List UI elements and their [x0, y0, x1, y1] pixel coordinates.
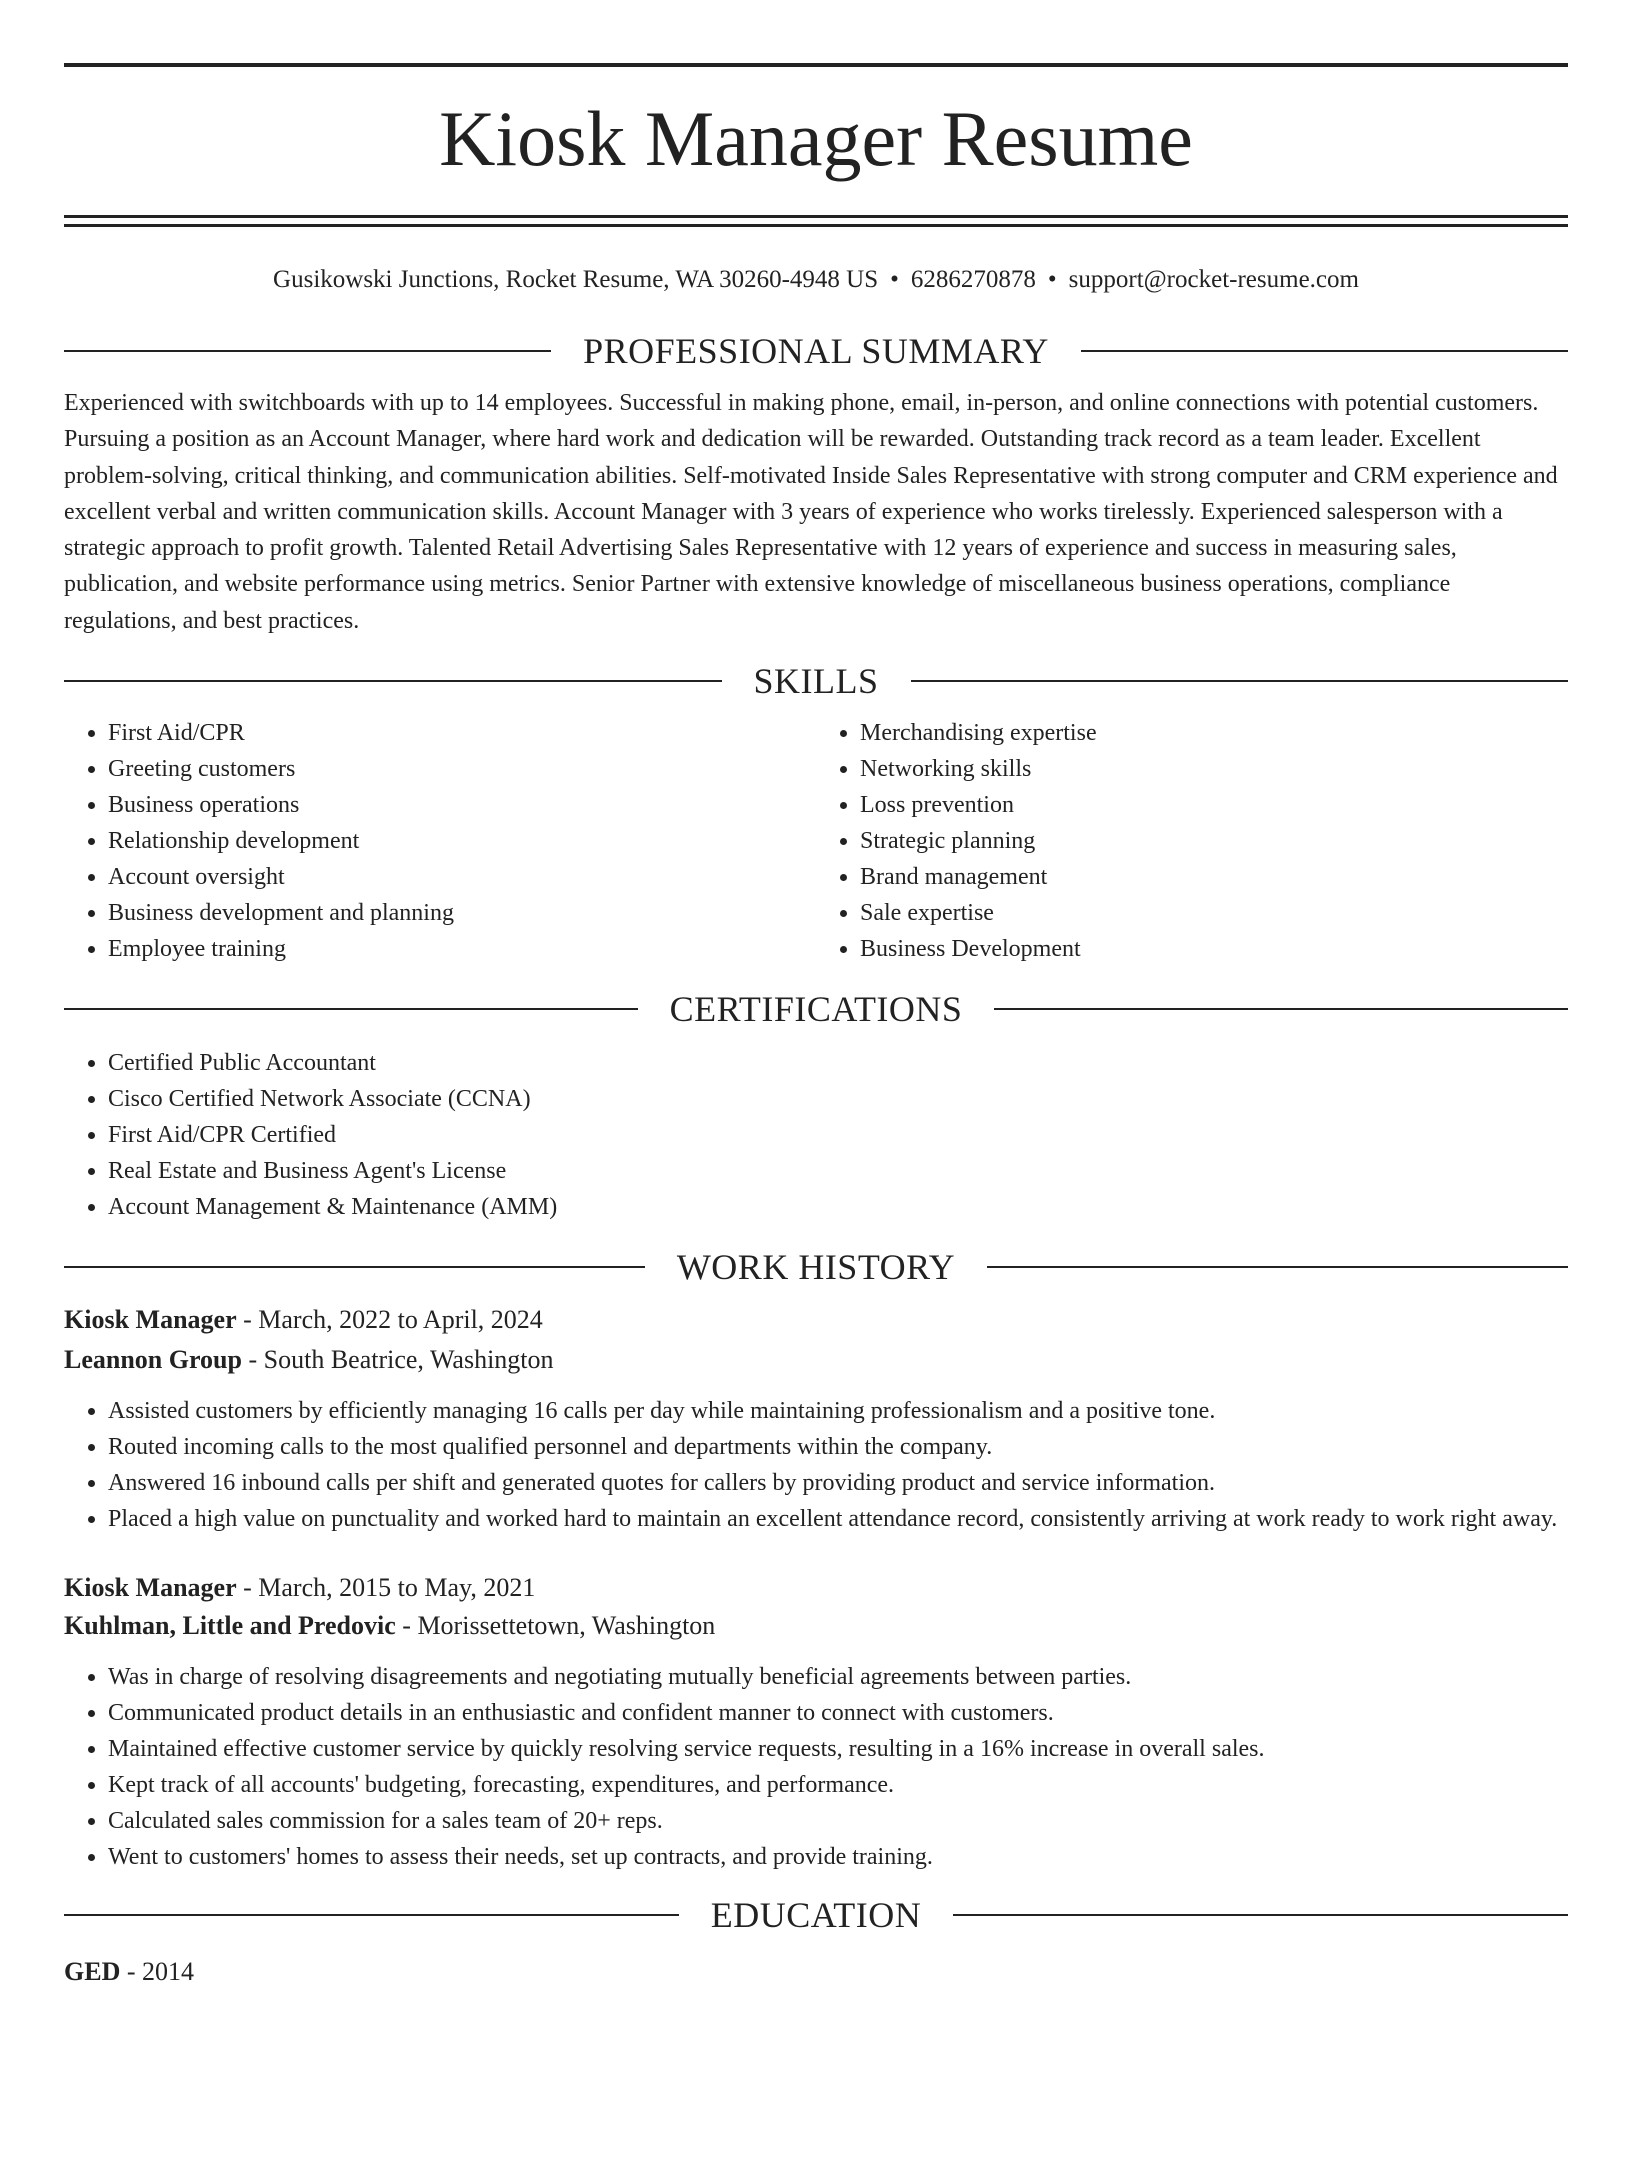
job-bullet: • Calculated sales commission for a sales team of 20+ reps.: [108, 1803, 1568, 1839]
job-dates: - March, 2015 to May, 2021: [236, 1573, 536, 1603]
section-heading-skills: [64, 659, 1568, 703]
certification-item: • Account Management & Maintenance (AMM): [108, 1189, 1568, 1225]
divider: [64, 680, 722, 682]
certification-item: • Certified Public Accountant: [108, 1045, 1568, 1081]
skills-columns: [64, 715, 1568, 967]
contact-separator: •: [1047, 266, 1057, 293]
job-company-line: [64, 1341, 1568, 1379]
section-heading-certifications: [64, 987, 1568, 1031]
skills-list-left: [64, 715, 816, 967]
job-bullet: • Routed incoming calls to the most qualified personnel and departments within the company.: [108, 1429, 1568, 1465]
job-title-line: [64, 1569, 1568, 1607]
education-year: - 2014: [120, 1957, 195, 1987]
job-entry: [64, 1301, 1568, 1537]
section-title: PROFESSIONAL SUMMARY: [583, 331, 1049, 371]
skill-item: • Relationship development: [108, 823, 816, 859]
job-title-line: [64, 1301, 1568, 1339]
job-bullet: • Placed a high value on punctuality and worked hard to maintain an excellent attendance record, consistently arriving at work ready to work right away.: [108, 1501, 1568, 1537]
job-bullet: • Communicated product details in an enthusiastic and confident manner to connect with customers.: [108, 1695, 1568, 1731]
skill-item: • Business development and planning: [108, 895, 816, 931]
divider: [1081, 350, 1568, 352]
job-bullet: • Kept track of all accounts' budgeting, forecasting, expenditures, and performance.: [108, 1767, 1568, 1803]
job-company-line: [64, 1607, 1568, 1645]
skill-item: • Greeting customers: [108, 751, 816, 787]
section-heading-education: [64, 1893, 1568, 1937]
section-title: CERTIFICATIONS: [669, 989, 963, 1030]
certification-item: • Real Estate and Business Agent's License: [108, 1153, 1568, 1189]
section-title: EDUCATION: [710, 1895, 922, 1936]
section-heading-work-history: [64, 1245, 1568, 1289]
skill-item: • Strategic planning: [860, 823, 1568, 859]
job-title: Kiosk Manager: [64, 1305, 237, 1335]
title-double-rule: [64, 215, 1568, 227]
certification-item: • Cisco Certified Network Associate (CCNA): [108, 1081, 1568, 1117]
job-bullets: [64, 1659, 1568, 1875]
divider: [987, 1266, 1568, 1268]
job-entry: [64, 1569, 1568, 1875]
skill-item: • Brand management: [860, 859, 1568, 895]
divider: [994, 1008, 1568, 1010]
job-bullet: • Maintained effective customer service by quickly resolving service requests, resulting in a 16% increase in overall sales.: [108, 1731, 1568, 1767]
contact-line: [64, 263, 1568, 297]
divider: [64, 1914, 679, 1916]
skill-item: • Sale expertise: [860, 895, 1568, 931]
skill-item: • Business operations: [108, 787, 816, 823]
certifications-list: [64, 1045, 1568, 1225]
section-heading-summary: [64, 329, 1568, 373]
job-company: Kuhlman, Little and Predovic: [64, 1611, 396, 1641]
contact-separator: •: [890, 266, 899, 293]
divider: [64, 350, 551, 352]
resume-page: [0, 63, 1632, 2175]
summary-text: Experienced with switchboards with up to 14 employees. Successful in making phone, email, in-person, and online connections with potential customers. Pursuing a position as an Account Manager, where hard work and dedication will be rewarded. Outstanding track record as a team leader. Excellent problem-solving, critical thinking, and communication abilities. Self-motivated Inside Sales Representative with strong computer and CRM experience and excellent verbal and written communication skills. Account Manager with 3 years of experience who works tirelessly. Experienced salesperson with a strategic approach to profit growth. Talented Retail Advertising Sales Representative with 12 years of experience and success in measuring sales, publication, and website performance using metrics. Senior Partner with extensive knowledge of miscellaneous business operations, compliance regulations, and best practices.: [64, 390, 1558, 634]
divider: [911, 680, 1569, 682]
section-title: SKILLS: [753, 661, 879, 702]
section-title: WORK HISTORY: [676, 1247, 956, 1288]
job-bullet: • Was in charge of resolving disagreements and negotiating mutually beneficial agreements between parties.: [108, 1659, 1568, 1695]
top-rule: [64, 63, 1568, 67]
job-location: - Morissettetown, Washington: [395, 1611, 716, 1641]
job-title: Kiosk Manager: [64, 1573, 237, 1603]
contact-email: support@rocket-resume.com: [1068, 266, 1359, 293]
education-degree: GED: [64, 1957, 121, 1987]
page-title: Kiosk Manager Resume: [439, 95, 1193, 182]
skills-list-right: [816, 715, 1568, 967]
job-bullet: • Went to customers' homes to assess their needs, set up contracts, and provide training.: [108, 1839, 1568, 1875]
job-bullet: • Assisted customers by efficiently managing 16 calls per day while maintaining professionalism and a positive tone.: [108, 1393, 1568, 1429]
skill-item: • Networking skills: [860, 751, 1568, 787]
job-bullets: [64, 1393, 1568, 1537]
contact-address: Gusikowski Junctions, Rocket Resume, WA 30260-4948 US: [273, 266, 879, 293]
contact-phone: 6286270878: [910, 266, 1036, 293]
skill-item: • Merchandising expertise: [860, 715, 1568, 751]
job-location: - South Beatrice, Washington: [241, 1345, 554, 1375]
skill-item: • Account oversight: [108, 859, 816, 895]
job-dates: - March, 2022 to April, 2024: [236, 1305, 543, 1335]
skill-item: • Employee training: [108, 931, 816, 967]
certification-item: • First Aid/CPR Certified: [108, 1117, 1568, 1153]
divider: [64, 1266, 645, 1268]
skill-item: • Loss prevention: [860, 787, 1568, 823]
job-company: Leannon Group: [64, 1345, 242, 1375]
skill-item: • Business Development: [860, 931, 1568, 967]
divider: [953, 1914, 1568, 1916]
divider: [64, 1008, 638, 1010]
job-bullet: • Answered 16 inbound calls per shift and generated quotes for callers by providing product and service information.: [108, 1465, 1568, 1501]
education-entry: [64, 1953, 1568, 1991]
skill-item: • First Aid/CPR: [108, 715, 816, 751]
